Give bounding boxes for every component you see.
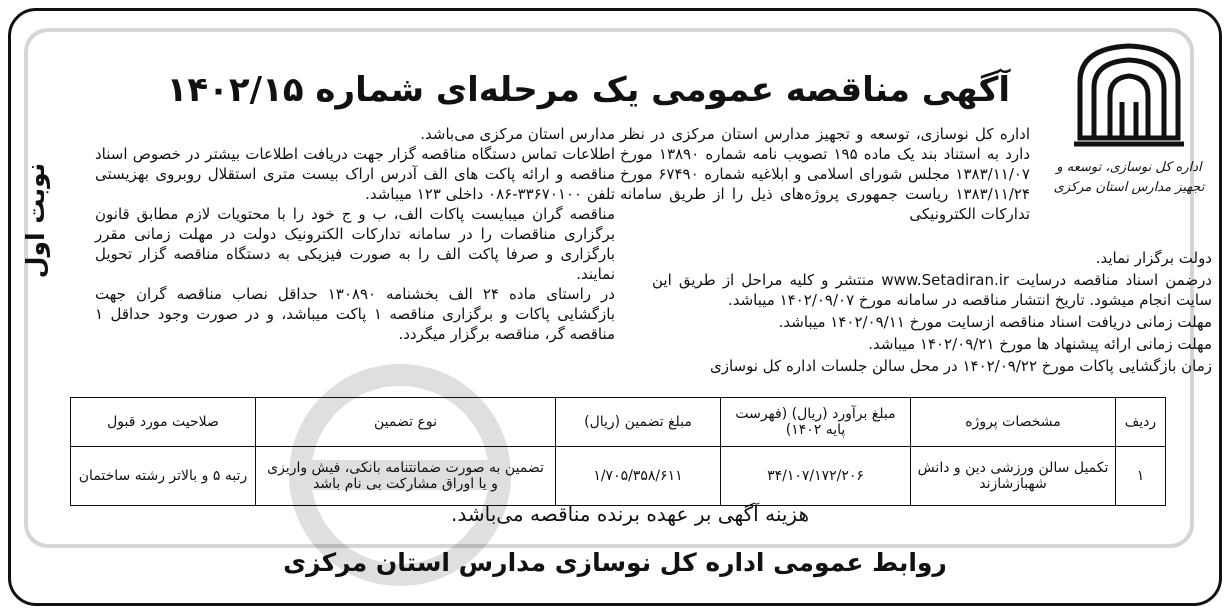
table-header: صلاحیت مورد قبول — [71, 398, 256, 447]
continuation-line: مدارس استان مرکزی می‌باشد. — [420, 125, 615, 143]
body-line: دولت برگزار نماید. — [1095, 249, 1212, 267]
envelope-paragraph: مناقصه گران میبایست پاکات الف، ب و ج خود را با محتویات لازم مطابق قانون برگزاری مناقصات را در سامانه تدارکات الکترونیک دولت در مهلت زمانی مقرر بارگزاری و صرفا پاکت الف را به صورت فیزیکی به دستگاه مناقصه گزار تحویل نمایند. — [95, 205, 615, 283]
table-cell: تضمین به صورت ضمانتنامه بانکی، فیش واریزی و یا اوراق مشارکت بی نام باشد — [256, 447, 556, 506]
quorum-paragraph: در راستای ماده ۲۴ الف بخشنامه ۱۳۰۸۹۰ حداقل نصاب مناقصه گران جهت بازگشایی پاکات و برگزاری مناقصه ۱ پاکت میباشد، و در صورت وجود حداقل ۱ مناقصه گر، مناقصه برگزار میگردد. — [95, 285, 615, 343]
notice-title: آگهی مناقصه عمومی یک مرحله‌ای شماره ۱۴۰۲/۱۵ — [166, 70, 1010, 110]
table-row — [71, 447, 1166, 506]
table-cell: ۱ — [1116, 447, 1166, 506]
body-line: مهلت زمانی ارائه پیشنهاد ها مورخ ۱۴۰۲/۰۹/۲۱ میباشد. — [868, 335, 1212, 353]
body-line: زمان بازگشایی پاکات مورخ ۱۴۰۲/۰۹/۲۲ در محل سالن جلسات اداره کل نوسازی — [709, 357, 1212, 375]
table-header: مشخصات پروژه — [911, 398, 1116, 447]
project-table — [70, 397, 1166, 506]
body-line: مهلت زمانی دریافت اسناد مناقصه ازسایت مورخ ۱۴۰۲/۰۹/۱۱ میباشد. — [778, 313, 1212, 331]
table-cell: تکمیل سالن ورزشی دین و دانش شهبازشازند — [911, 447, 1116, 506]
body-right-column — [620, 124, 1030, 224]
table-cell: رتبه ۵ و بالاتر رشته ساختمان — [71, 447, 256, 506]
fee-note: هزینه آگهی بر عهده برنده مناقصه می‌باشد. — [450, 502, 810, 526]
table-cell: ۱/۷۰۵/۳۵۸/۶۱۱ — [556, 447, 721, 506]
table-cell: ۳۴/۱۰۷/۱۷۲/۲۰۶ — [721, 447, 911, 506]
table-header: ردیف — [1116, 398, 1166, 447]
logo-caption: اداره کل نوسازی، توسعه و تجهیز مدارس استان مرکزی — [1053, 160, 1205, 195]
intro-paragraph: اداره کل نوسازی، توسعه و تجهیز مدارس استان مرکزی در نظر دارد به استناد بند یک ماده ۱۹۵ تصویب نامه شماره ۱۳۸۹۰ مورخ ۱۳۸۳/۱۱/۰۷ مجلس شورای اسلامی و ابلاغیه شماره ۶۷۴۹۰ مورخ ۱۳۸۳/۱۱/۲۴ ریاست جمهوری پروژه‌های ذیل را از طریق سامانه تدارکات الکترونیکی — [620, 125, 1030, 223]
school-building-emblem-icon — [1070, 40, 1188, 152]
table-header: نوع تضمین — [256, 398, 556, 447]
organization-logo — [1044, 40, 1214, 240]
table-header: مبلغ برآورد (ریال) (فهرست پایه ۱۴۰۲) — [721, 398, 911, 447]
body-left-column — [95, 124, 615, 344]
table-header-row — [71, 398, 1166, 447]
turn-label: نوبت اول — [21, 162, 51, 278]
contact-paragraph: اطلاعات تماس دستگاه مناقصه گزار جهت دریافت اطلاعات بیشتر در خصوص اسناد مناقصه و ارائه پاکت های الف آدرس اراک بیست متری استقلال روبروی بهزیستی تلفن ۳۳۶۷۰۱۰۰-۰۸۶ داخلی ۱۲۳ میباشد. — [95, 145, 615, 203]
footer-signature: روابط عمومی اداره کل نوسازی مدارس استان مرکزی — [283, 548, 947, 577]
body-line: درضمن اسناد مناقصه درسایت www.Setadiran.ir منتشر و کلیه مراحل از طریق این سایت انجام میشود. تاریخ انتشار مناقصه در سامانه مورخ ۱۴۰۲/۰۹/۰۷ میباشد. — [652, 271, 1212, 309]
table-header: مبلغ تضمین (ریال) — [556, 398, 721, 447]
